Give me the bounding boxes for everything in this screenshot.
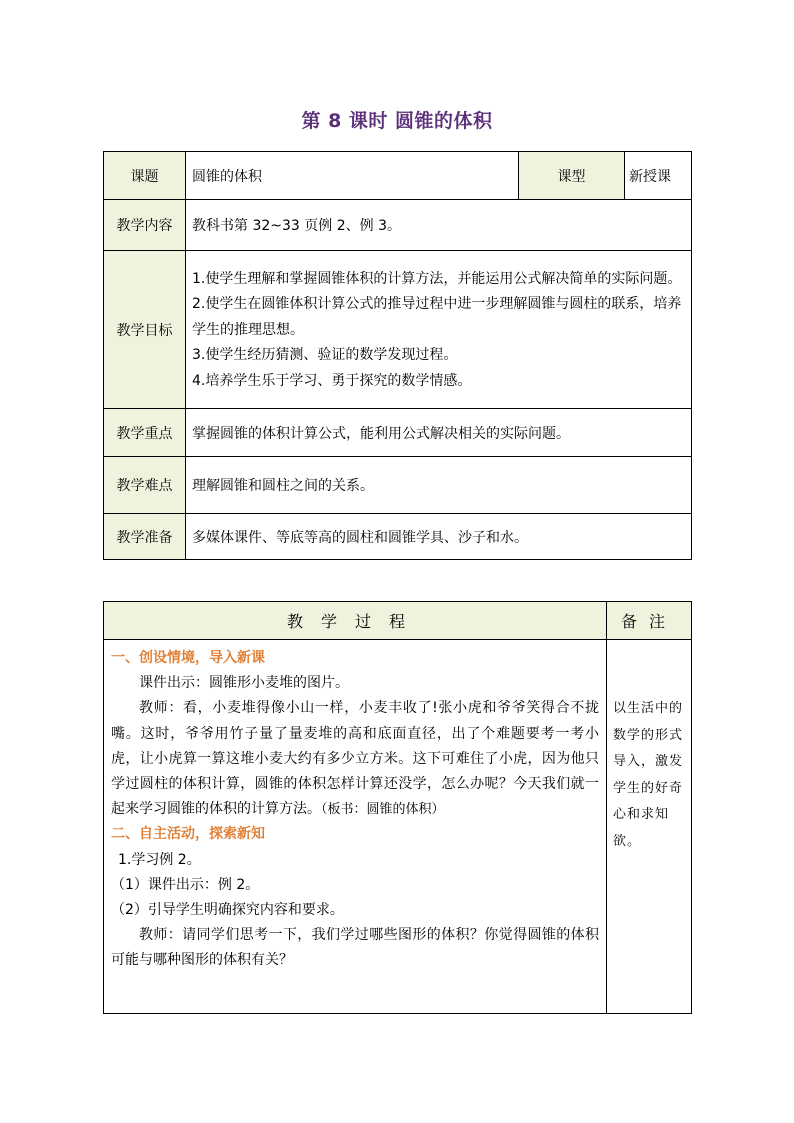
paragraph: 1.学习例 2。 bbox=[118, 851, 201, 868]
key-row bbox=[104, 409, 692, 457]
topic-row bbox=[104, 152, 692, 200]
goal-item: 3.使学生经历猜测、验证的数学发现过程。 bbox=[192, 347, 458, 364]
paragraph: 教师：请同学们思考一下，我们学过哪些图形的体积？你觉得圆锥的体积可能与哪种图形的体积有关？ bbox=[111, 927, 599, 969]
goal-item: 1.使学生理解和掌握圆锥体积的计算方法，并能运用公式解决简单的实际问题。 bbox=[192, 270, 682, 287]
lesson-info-table bbox=[103, 151, 692, 560]
goals-label: 教学目标 bbox=[104, 251, 186, 409]
topic-value: 圆锥的体积 bbox=[186, 152, 519, 200]
board-note: （板书：圆锥的体积） bbox=[321, 802, 445, 818]
key-label: 教学重点 bbox=[104, 409, 186, 457]
note-text: 以生活中的数学的形式导入，激发学生的好奇心和求知欲。 bbox=[613, 701, 684, 849]
content-value: 教科书第 32~33 页例 2、例 3。 bbox=[186, 200, 692, 251]
prep-label: 教学准备 bbox=[104, 514, 186, 560]
process-header: 教学过程 bbox=[104, 602, 607, 640]
page-title: 第 8 课时 圆锥的体积 bbox=[301, 110, 493, 132]
process-body bbox=[104, 640, 607, 1014]
type-label: 课型 bbox=[519, 152, 625, 200]
paragraph-text: 教师：看，小麦堆得像小山一样，小麦丰收了!张小虎和爷爷笑得合不拢嘴。这时，爷爷用竹子量了量麦堆的高和底面直径，出了个难题要考一考小虎，让小虎算一算这堆小麦大约有多少立方米。这下可难住了小虎，因为他只学过圆柱的体积计算，圆锥的体积怎样计算还没学，怎么办呢？今天我们就一起来学习圆锥的体积的计算方法。 bbox=[111, 700, 599, 818]
teaching-process-table bbox=[103, 601, 692, 1014]
paragraph: （1）课件出示：例 2。 bbox=[111, 876, 260, 893]
key-value: 掌握圆锥的体积计算公式，能利用公式解决相关的实际问题。 bbox=[186, 409, 692, 457]
paragraph: （2）引导学生明确探究内容和要求。 bbox=[111, 902, 344, 919]
prep-row bbox=[104, 514, 692, 560]
notes-cell bbox=[607, 640, 692, 1014]
paragraph bbox=[111, 696, 599, 822]
content-row bbox=[104, 200, 692, 251]
difficulty-label: 教学难点 bbox=[104, 457, 186, 514]
goals-cell bbox=[186, 251, 692, 409]
process-header-row bbox=[104, 602, 692, 640]
section-heading: 一、创设情境，导入新课 bbox=[111, 650, 265, 666]
process-body-row bbox=[104, 640, 692, 1014]
goal-item: 4.培养学生乐于学习、勇于探究的数学情感。 bbox=[192, 372, 472, 389]
content-label: 教学内容 bbox=[104, 200, 186, 251]
notes-header: 备注 bbox=[607, 602, 692, 640]
paragraph: 课件出示：圆锥形小麦堆的图片。 bbox=[139, 675, 349, 692]
topic-label: 课题 bbox=[104, 152, 186, 200]
difficulty-value: 理解圆锥和圆柱之间的关系。 bbox=[186, 457, 692, 514]
section-heading: 二、自主活动，探索新知 bbox=[111, 826, 265, 843]
goals-row bbox=[104, 251, 692, 409]
difficulty-row bbox=[104, 457, 692, 514]
prep-value: 多媒体课件、等底等高的圆柱和圆锥学具、沙子和水。 bbox=[186, 514, 692, 560]
type-value: 新授课 bbox=[625, 152, 692, 200]
goal-item: 2.使学生在圆锥体积计算公式的推导过程中进一步理解圆锥与圆柱的联系，培养学生的推理思想。 bbox=[192, 296, 682, 338]
